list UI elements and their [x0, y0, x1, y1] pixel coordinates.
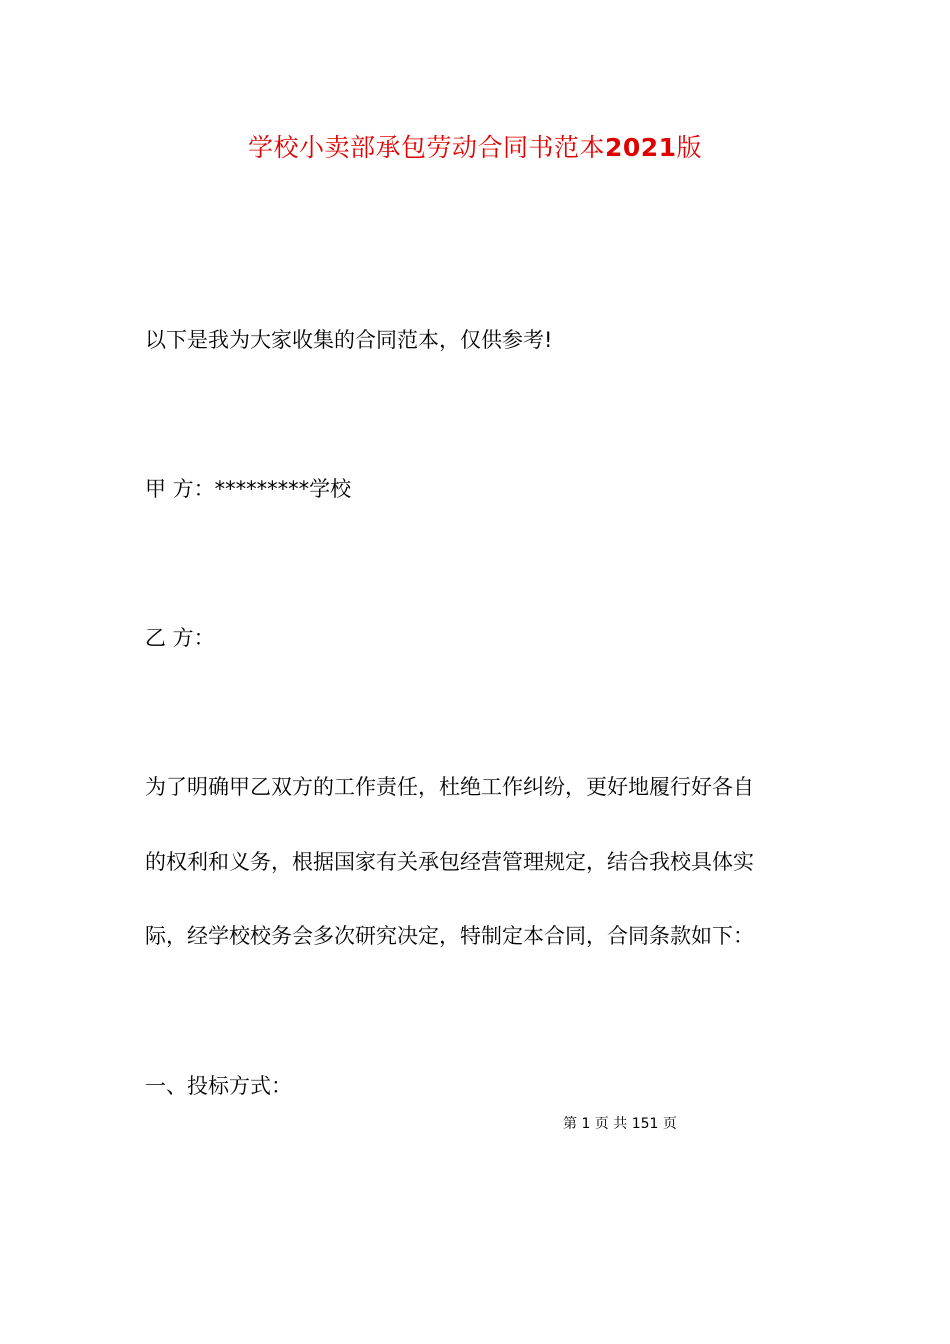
title-suffix: 版	[676, 133, 703, 162]
party-a-line: 甲 方：*********学校	[145, 477, 352, 501]
intro-text: 以下是我为大家收集的合同范本，仅供参考!	[145, 328, 553, 352]
paragraph-line: 为了明确甲乙双方的工作责任，杜绝工作纠纷，更好地履行好各自	[145, 775, 754, 799]
page-number: 第 1 页 共 151 页	[563, 1116, 677, 1132]
title-year: 2021	[604, 133, 677, 162]
title-text: 学校小卖部承包劳动合同书范本	[247, 133, 605, 162]
paragraph-line: 际，经学校校务会多次研究决定，特制定本合同，合同条款如下：	[145, 924, 754, 948]
section-heading: 一、投标方式：	[145, 1074, 292, 1098]
document-title	[0, 130, 950, 166]
party-b-line: 乙 方：	[145, 626, 215, 650]
paragraph-line: 的权利和义务，根据国家有关承包经营管理规定，结合我校具体实	[145, 850, 754, 874]
